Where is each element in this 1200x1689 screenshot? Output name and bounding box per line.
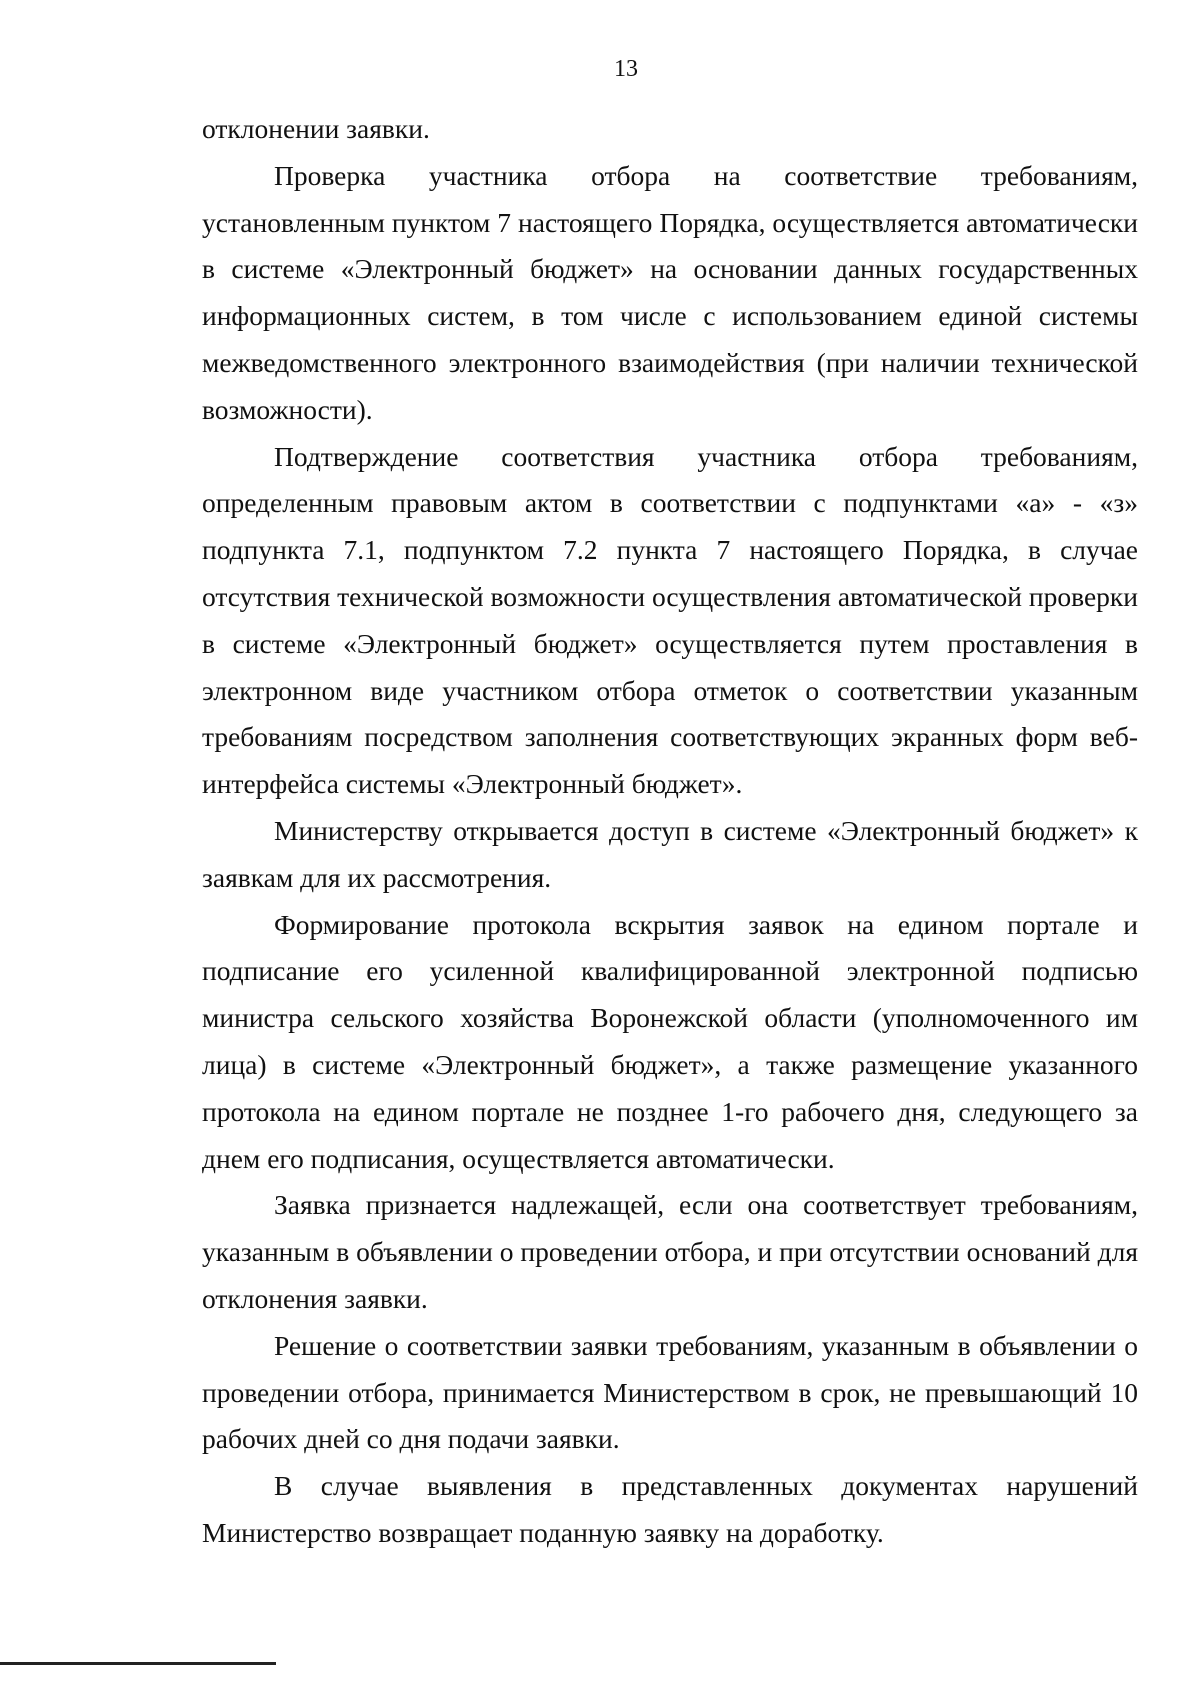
bottom-rule-line (0, 1662, 276, 1665)
paragraph-continuation: отклонении заявки. (202, 113, 430, 144)
paragraph-ministry-access: Министерству открывается доступ в системе «Электронный бюджет» к заявкам для их рассмотрения. (202, 814, 1138, 893)
paragraph-opening-protocol: Формирование протокола вскрытия заявок на едином портале и подписание его усиленной квалифицированной электронной подписью министра сельского хозяйства Воронежской области (уполномоченного им лица) в системе «Электронный бюджет», а также размещение указанного протокола на едином портале не позднее 1-го рабочего дня, следующего за днем его подписания, осуществляется автоматически. (202, 908, 1138, 1174)
paragraph-decision-deadline: Решение о соответствии заявки требованиям, указанным в объявлении о проведении отбора, принимается Министерством в срок, не превышающий 10 рабочих дней со дня подачи заявки. (202, 1329, 1138, 1455)
document-body (202, 106, 1138, 1557)
page-number: 13 (614, 56, 638, 82)
paragraph-application-proper: Заявка признается надлежащей, если она соответствует требованиям, указанным в объявлении о проведении отбора, и при отсутствии оснований для отклонения заявки. (202, 1189, 1138, 1314)
paragraph-compliance-confirmation: Подтверждение соответствия участника отбора требованиям, определенным правовым актом в соответствии с подпунктами «а» - «з» подпункта 7.1, подпунктом 7.2 пункта 7 настоящего Порядка, в случае отсутствия технической возможности осуществления автоматической проверки в системе «Электронный бюджет» осуществляется путем проставления в электронном виде участником отбора отметок о соответствии указанным требованиям посредством заполнения соответствующих экранных форм веб-интерфейса системы «Электронный бюджет». (202, 440, 1138, 800)
paragraph-return-for-revision: В случае выявления в представленных документах нарушений Министерство возвращает поданную заявку на доработку. (202, 1470, 1138, 1548)
paragraph-participant-check: Проверка участника отбора на соответствие требованиям, установленным пунктом 7 настоящего Порядка, осуществляется автоматически в системе «Электронный бюджет» на основании данных государственных информационных систем, в том числе с использованием единой системы межведомственного электронного взаимодействия (при наличии технической возможности). (202, 159, 1138, 425)
